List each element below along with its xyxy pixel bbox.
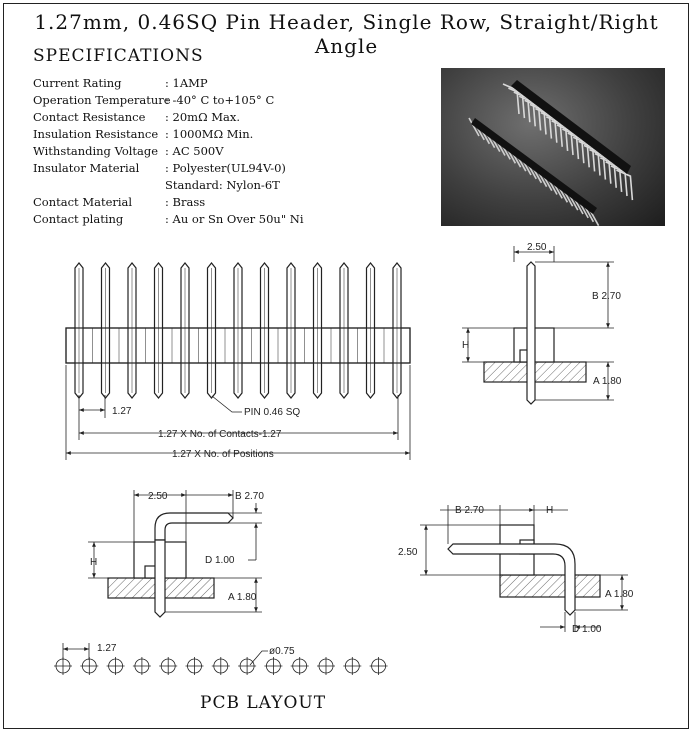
spec-label: Withstanding Voltage bbox=[33, 144, 159, 158]
spec-label: Current Rating bbox=[33, 76, 122, 90]
page-title: 1.27mm, 0.46SQ Pin Header, Single Row, Straight/Right Angle bbox=[34, 10, 659, 58]
spec-label: Insulator Material bbox=[33, 161, 140, 175]
side-view-drawing bbox=[462, 246, 614, 404]
side-b-dim: B 2.70 bbox=[592, 291, 621, 302]
side-h-dim: H bbox=[462, 340, 470, 351]
spec-value: Standard: Nylon-6T bbox=[165, 178, 280, 192]
spec-value: : AC 500V bbox=[165, 144, 224, 158]
pin-size-note: PIN 0.46 SQ bbox=[244, 407, 301, 418]
spec-label: Contact Resistance bbox=[33, 110, 146, 124]
ra-left-width-dim: 2.50 bbox=[148, 491, 168, 502]
ra-right-a-dim: A 1.80 bbox=[605, 589, 634, 600]
ra-left-a-dim: A 1.80 bbox=[228, 592, 257, 603]
front-pitch-dim: 1.27 bbox=[112, 406, 132, 417]
ra-left-d-dim: D 1.00 bbox=[205, 555, 235, 566]
spec-value: : 20mΩ Max. bbox=[165, 110, 241, 124]
pcb-pitch-dim: 1.27 bbox=[97, 643, 117, 654]
spec-value: : -40° C to+105° C bbox=[165, 93, 275, 107]
side-width-dim: 2.50 bbox=[527, 242, 547, 253]
ra-right-h-dim: H bbox=[546, 505, 554, 516]
specifications-heading: SPECIFICATIONS bbox=[33, 46, 204, 66]
side-a-dim: A 1.80 bbox=[593, 376, 622, 387]
ra-right-side-dim: 2.50 bbox=[398, 547, 418, 558]
spec-value: : Au or Sn Over 50u" Ni bbox=[165, 212, 304, 226]
spec-label: Contact Material bbox=[33, 195, 133, 209]
spec-label: Contact plating bbox=[33, 212, 124, 226]
spec-label: Operation Temperature bbox=[33, 93, 171, 107]
ra-right-d-dim: D 1.00 bbox=[572, 624, 602, 635]
positions-length-dim: 1.27 X No. of Positions bbox=[172, 449, 274, 460]
spec-value: : Brass bbox=[165, 195, 206, 209]
contacts-length-dim: 1.27 X No. of Contacts-1.27 bbox=[158, 429, 282, 440]
pcb-hole-dim: ø0.75 bbox=[269, 646, 295, 657]
ra-right-b-dim: B 2.70 bbox=[455, 505, 484, 516]
spec-label: Insulation Resistance bbox=[33, 127, 159, 141]
spec-value: : 1AMP bbox=[165, 76, 208, 90]
right-angle-right-drawing bbox=[420, 505, 628, 632]
ra-left-b-dim: B 2.70 bbox=[235, 491, 264, 502]
pcb-layout-label: PCB LAYOUT bbox=[200, 693, 327, 713]
spec-value: : 1000MΩ Min. bbox=[165, 127, 254, 141]
ra-left-h-dim: H bbox=[90, 557, 98, 568]
spec-value: : Polyester(UL94V-0) bbox=[165, 161, 286, 175]
